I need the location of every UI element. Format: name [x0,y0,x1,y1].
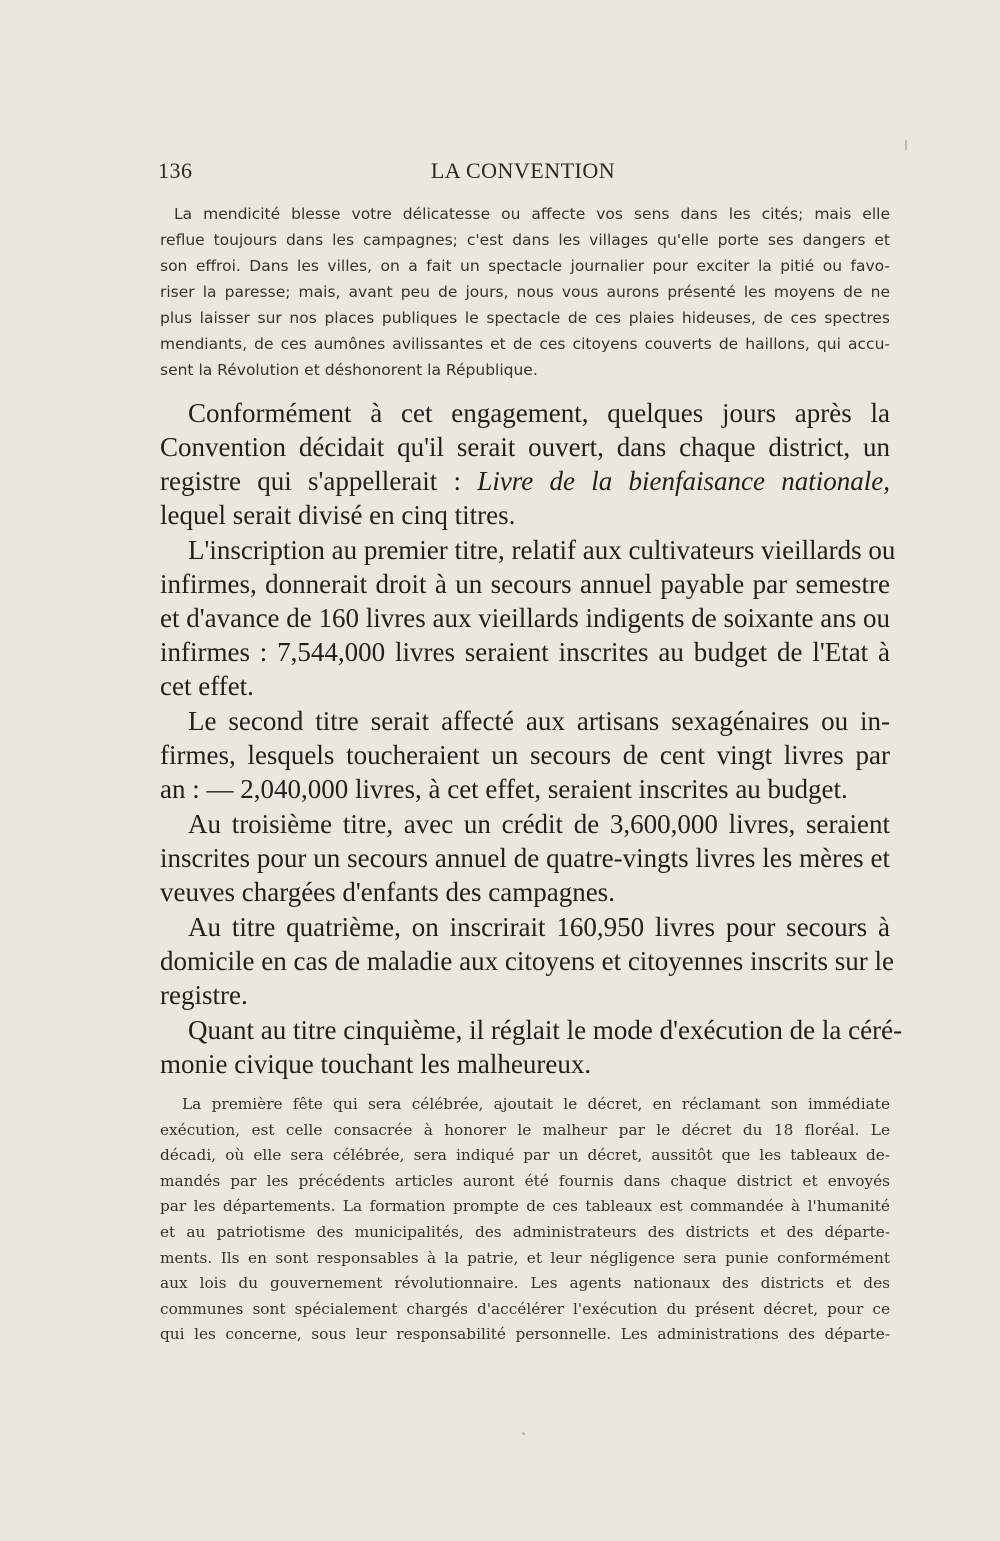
text-line: L'inscription au premier titre, relatif aux cultivateurs vieillards ou [188,535,896,565]
running-title: LA CONVENTION [430,158,616,183]
quote-line: sent la Révolution et déshonorent la République. [160,361,538,379]
text-line: infirmes : 7,544,000 livres seraient inscrites au budget de l'Etat à [160,637,890,667]
quote-line: La mendicité blesse votre délicatesse ou affecte vos sens dans les cités; mais elle [174,205,890,223]
paragraph [160,1013,903,1081]
decree-line: et au patriotisme des municipalités, des administrateurs des districts et des départe- [160,1222,890,1241]
quote-line: plus laisser sur nos places publiques le spectacle de ces plaies hideuses, de ces spectres [160,309,890,327]
text-line: Conformément à cet engagement, quelques jours après la [188,398,890,428]
text-line: firmes, lesquels toucheraient un secours de cent vingt livres par [160,740,890,770]
decree-line: décadi, où elle sera célébrée, sera indiqué par un décret, aussitôt que les tableaux de- [160,1146,890,1165]
paragraph [160,704,890,806]
text-line: an : — 2,040,000 livres, à cet effet, seraient inscrites au budget. [160,774,848,804]
text-line: lequel serait divisé en cinq titres. [160,500,516,530]
text-line: cet effet. [160,671,254,701]
text-fragment: registre qui s'appellerait : [160,466,462,496]
text-line: domicile en cas de maladie aux citoyens et citoyennes inscrits sur le [160,946,895,976]
quote-line: son effroi. Dans les villes, on a fait un spectacle journalier pour exciter la pitié ou favo- [160,257,890,275]
text-line: monie civique touchant les malheureux. [160,1049,592,1079]
text-line: infirmes, donnerait droit à un secours annuel payable par semestre [160,569,890,599]
quote-line: mendiants, de ces aumônes avilissantes et de ces citoyens couverts de haillons, qui accu- [160,335,890,353]
book-title: Livre de la bienfaisance nationale, [477,466,890,496]
decree-line: qui les concerne, sous leur responsabilité personnelle. Les administrations des départe- [160,1325,890,1344]
paragraph [160,807,890,909]
text-line: inscrites pour un secours annuel de quatre-vingts livres les mères et [160,843,890,873]
decree-line: communes sont spécialement chargés d'accélérer l'exécution du présent décret, pour ce [160,1299,890,1318]
decree-line: mandés par les précédents articles auront été fournis dans chaque district et envoyés [160,1171,890,1190]
quote-line: riser la paresse; mais, avant peu de jours, nous vous aurons présenté les moyens de ne [160,283,890,301]
text-line: Quant au titre cinquième, il réglait le mode d'exécution de la céré- [188,1015,903,1045]
decree-line: La première fête qui sera célébrée, ajoutait le décret, en réclamant son immédiate [182,1095,890,1113]
text-line: Au titre quatrième, on inscrirait 160,950 livres pour secours à [188,912,890,942]
decree-line: par les départements. La formation prompte de ces tableaux est commandée à l'humanité [160,1197,890,1216]
text-line: Le second titre serait affecté aux artisans sexagénaires ou in- [188,706,890,736]
page-header [158,150,888,190]
text-line: registre. [160,980,248,1010]
quote-line: reflue toujours dans les campagnes; c'est dans les villages qu'elle porte ses dangers et [160,231,890,249]
paragraph [160,396,890,532]
decree-excerpt [160,1092,890,1348]
text-line: Convention décidait qu'il serait ouvert, dans chaque district, un [160,432,890,462]
text-line: veuves chargées d'enfants des campagnes. [160,877,615,907]
quoted-speech [160,201,890,383]
paragraph [160,910,895,1012]
decree-line: exécution, est celle consacrée à honorer le malheur par le décret du 18 floréal. Le [160,1120,890,1139]
text-line: et d'avance de 160 livres aux vieillards indigents de soixante ans ou [160,603,890,633]
text-line [160,464,890,498]
main-text [160,396,903,1081]
text-line: Au troisième titre, avec un crédit de 3,600,000 livres, seraient [188,809,890,839]
paper-speck [905,140,907,150]
decree-line: ments. Ils en sont responsables à la patrie, et leur négligence sera punie conformément [160,1248,890,1267]
page-number: 136 [158,158,193,183]
paper-speck [522,1432,525,1435]
decree-line: aux lois du gouvernement révolutionnaire. Les agents nationaux des districts et des [160,1274,890,1293]
paragraph [160,533,896,703]
